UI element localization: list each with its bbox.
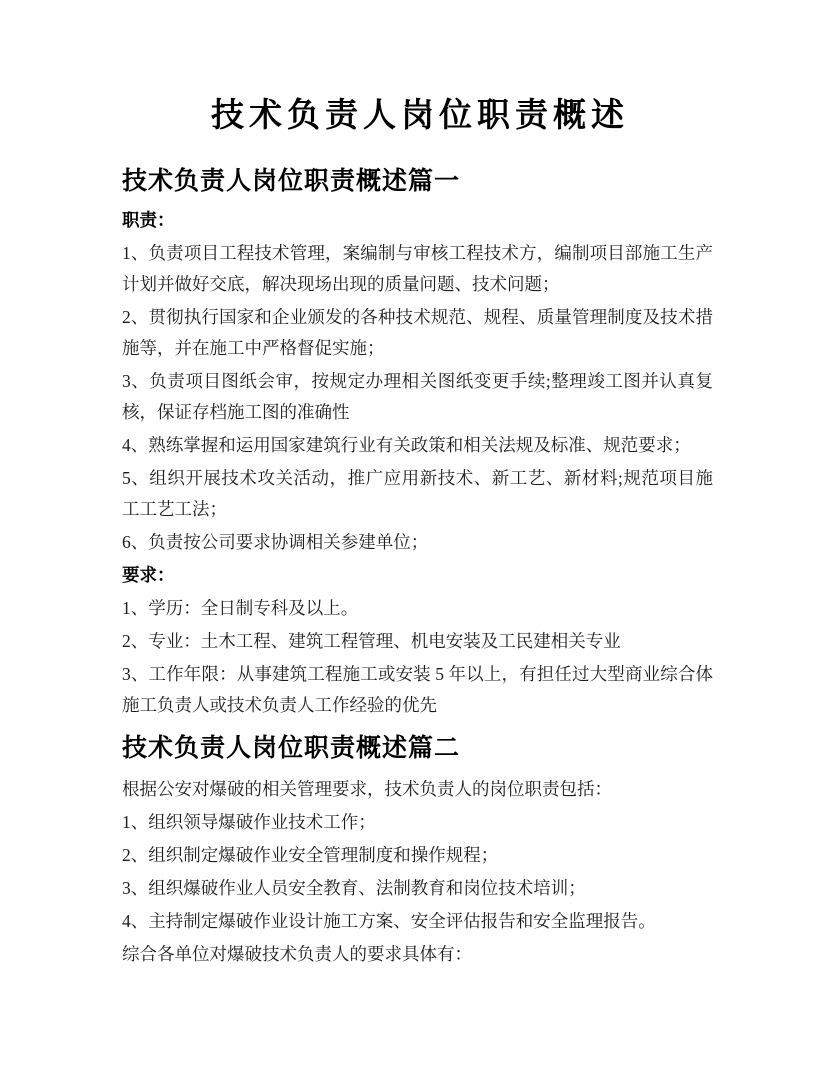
- blasting-duty-item-1: 1、组织领导爆破作业技术工作；: [122, 812, 376, 832]
- duties-label: 职责：: [122, 210, 175, 230]
- duty-item-2: 2、贯彻执行国家和企业颁发的各种技术规范、规程、质量管理制度及技术措施等，并在施工中严格督促实施；: [122, 307, 713, 358]
- requirement-item-2: 2、专业：土木工程、建筑工程管理、机电安装及工民建相关专业: [122, 631, 621, 651]
- section-part-one-heading: 技术负责人岗位职责概述篇一: [122, 167, 461, 195]
- requirement-item-1: 1、学历：全日制专科及以上。: [122, 598, 359, 618]
- document-title: 技术负责人岗位职责概述: [211, 98, 629, 134]
- duty-item-3: 3、负责项目图纸会审，按规定办理相关图纸变更手续;整理竣工图并认真复核，保证存档施工图的准确性: [122, 371, 713, 422]
- blasting-duty-item-3: 3、组织爆破作业人员安全教育、法制教育和岗位技术培训；: [122, 878, 586, 898]
- requirements-label: 要求：: [122, 565, 175, 585]
- duty-item-1: 1、负责项目工程技术管理，案编制与审核工程技术方，编制项目部施工生产计划并做好交底，解决现场出现的质量问题、技术问题；: [122, 243, 713, 294]
- duty-item-4: 4、熟练掌握和运用国家建筑行业有关政策和相关法规及标准、规范要求；: [122, 435, 691, 455]
- section-part-two-heading: 技术负责人岗位职责概述篇二: [122, 734, 461, 762]
- blasting-duty-item-2: 2、组织制定爆破作业安全管理制度和操作规程；: [122, 845, 499, 865]
- section-part-two: [122, 733, 713, 970]
- blasting-duty-item-4: 4、主持制定爆破作业设计施工方案、安全评估报告和安全监理报告。: [122, 911, 656, 931]
- requirement-item-3: 3、工作年限：从事建筑工程施工或安装 5 年以上，有担任过大型商业综合体施工负责人或技术负责人工作经验的优先: [122, 664, 713, 715]
- section-part-one: [122, 166, 713, 721]
- duty-item-5: 5、组织开展技术攻关活动，推广应用新技术、新工艺、新材料;规范项目施工工艺工法；: [122, 468, 713, 519]
- part-two-intro: 根据公安对爆破的相关管理要求，技术负责人的岗位职责包括：: [122, 779, 612, 799]
- duty-item-6: 6、负责按公司要求协调相关参建单位；: [122, 532, 429, 552]
- part-two-closing: 综合各单位对爆破技术负责人的要求具体有：: [122, 944, 472, 964]
